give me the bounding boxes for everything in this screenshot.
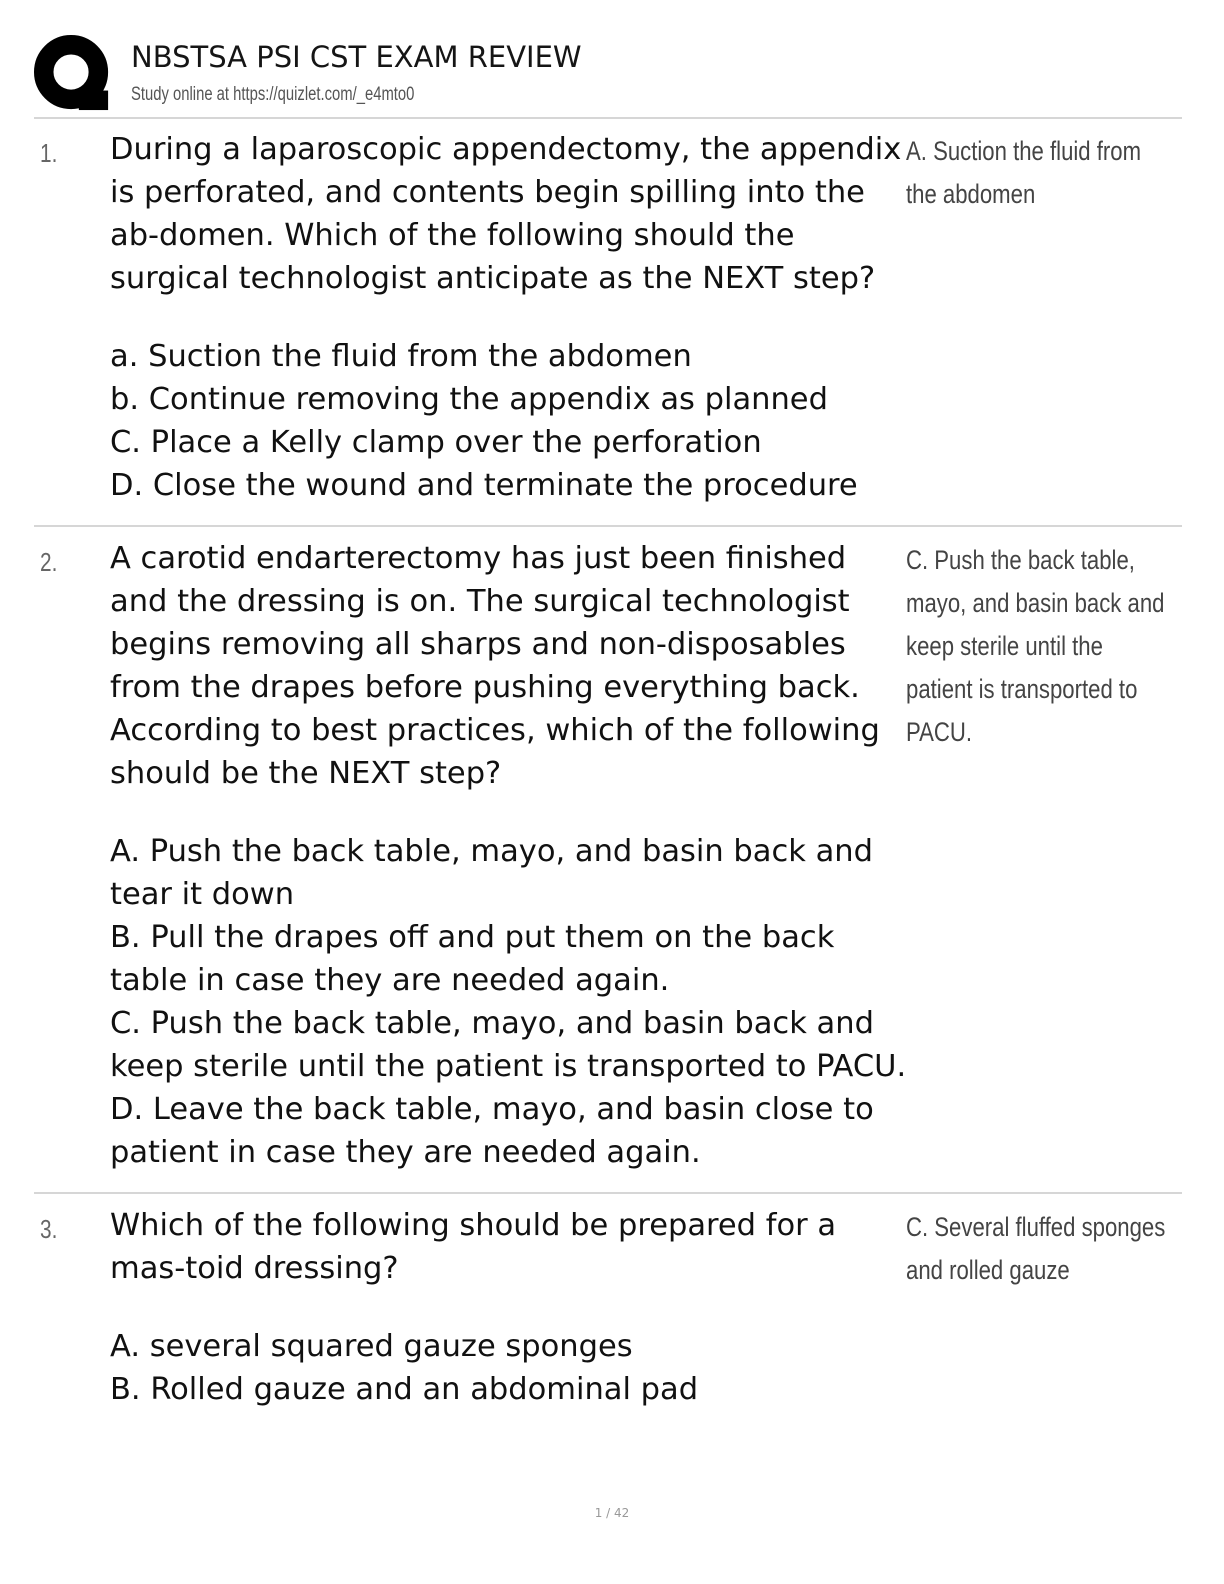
option-a: A. Push the back table, mayo, and basin back and tear it down xyxy=(110,834,873,912)
card-term xyxy=(110,537,910,1174)
option-a: a. Suction the fluid from the abdomen xyxy=(110,339,692,374)
option-b: b. Continue removing the appendix as planned xyxy=(110,382,828,417)
divider xyxy=(34,525,1182,527)
card-term xyxy=(110,1204,910,1411)
page-indicator: 1 / 42 xyxy=(594,1506,630,1520)
question-text: During a laparoscopic appendectomy, the appendix is perforated, and contents begin spilling into the ab-domen. Which of the following should the surgical technologist anticipate as the NEXT step? xyxy=(110,132,902,296)
card-term xyxy=(110,128,910,507)
divider xyxy=(34,1192,1182,1194)
page-header xyxy=(34,30,1184,116)
question-text: Which of the following should be prepared for a mas-toid dressing? xyxy=(110,1208,837,1286)
divider xyxy=(34,117,1182,119)
card-number: 1. xyxy=(40,138,58,168)
card-answer: C. Push the back table, mayo, and basin back and keep sterile until the patient is transported to PACU. xyxy=(906,545,1165,747)
card-answer: A. Suction the fluid from the abdomen xyxy=(906,136,1142,209)
option-c: C. Place a Kelly clamp over the perforation xyxy=(110,425,762,460)
document-title: NBSTSA PSI CST EXAM REVIEW xyxy=(131,40,582,74)
option-d: D. Close the wound and terminate the procedure xyxy=(110,468,858,503)
card-number: 3. xyxy=(40,1214,58,1244)
study-link-text[interactable]: Study online at https://quizlet.com/_e4mto0 xyxy=(131,84,415,105)
card-answer: C. Several fluffed sponges and rolled gauze xyxy=(906,1212,1166,1285)
option-a: A. several squared gauze sponges xyxy=(110,1329,633,1364)
option-c: C. Push the back table, mayo, and basin back and keep sterile until the patient is transported to PACU. xyxy=(110,1006,907,1084)
option-b: B. Pull the drapes off and put them on the back table in case they are needed again. xyxy=(110,920,835,998)
option-b: B. Rolled gauze and an abdominal pad xyxy=(110,1372,699,1407)
question-text: A carotid endarterectomy has just been finished and the dressing is on. The surgical technologist begins removing all sharps and non-disposables from the drapes before pushing everything back. According to best practices, which of the following should be the NEXT step? xyxy=(110,541,880,791)
option-d: D. Leave the back table, mayo, and basin close to patient in case they are needed again. xyxy=(110,1092,874,1170)
quizlet-logo-icon xyxy=(34,34,112,112)
card-number: 2. xyxy=(40,547,58,577)
